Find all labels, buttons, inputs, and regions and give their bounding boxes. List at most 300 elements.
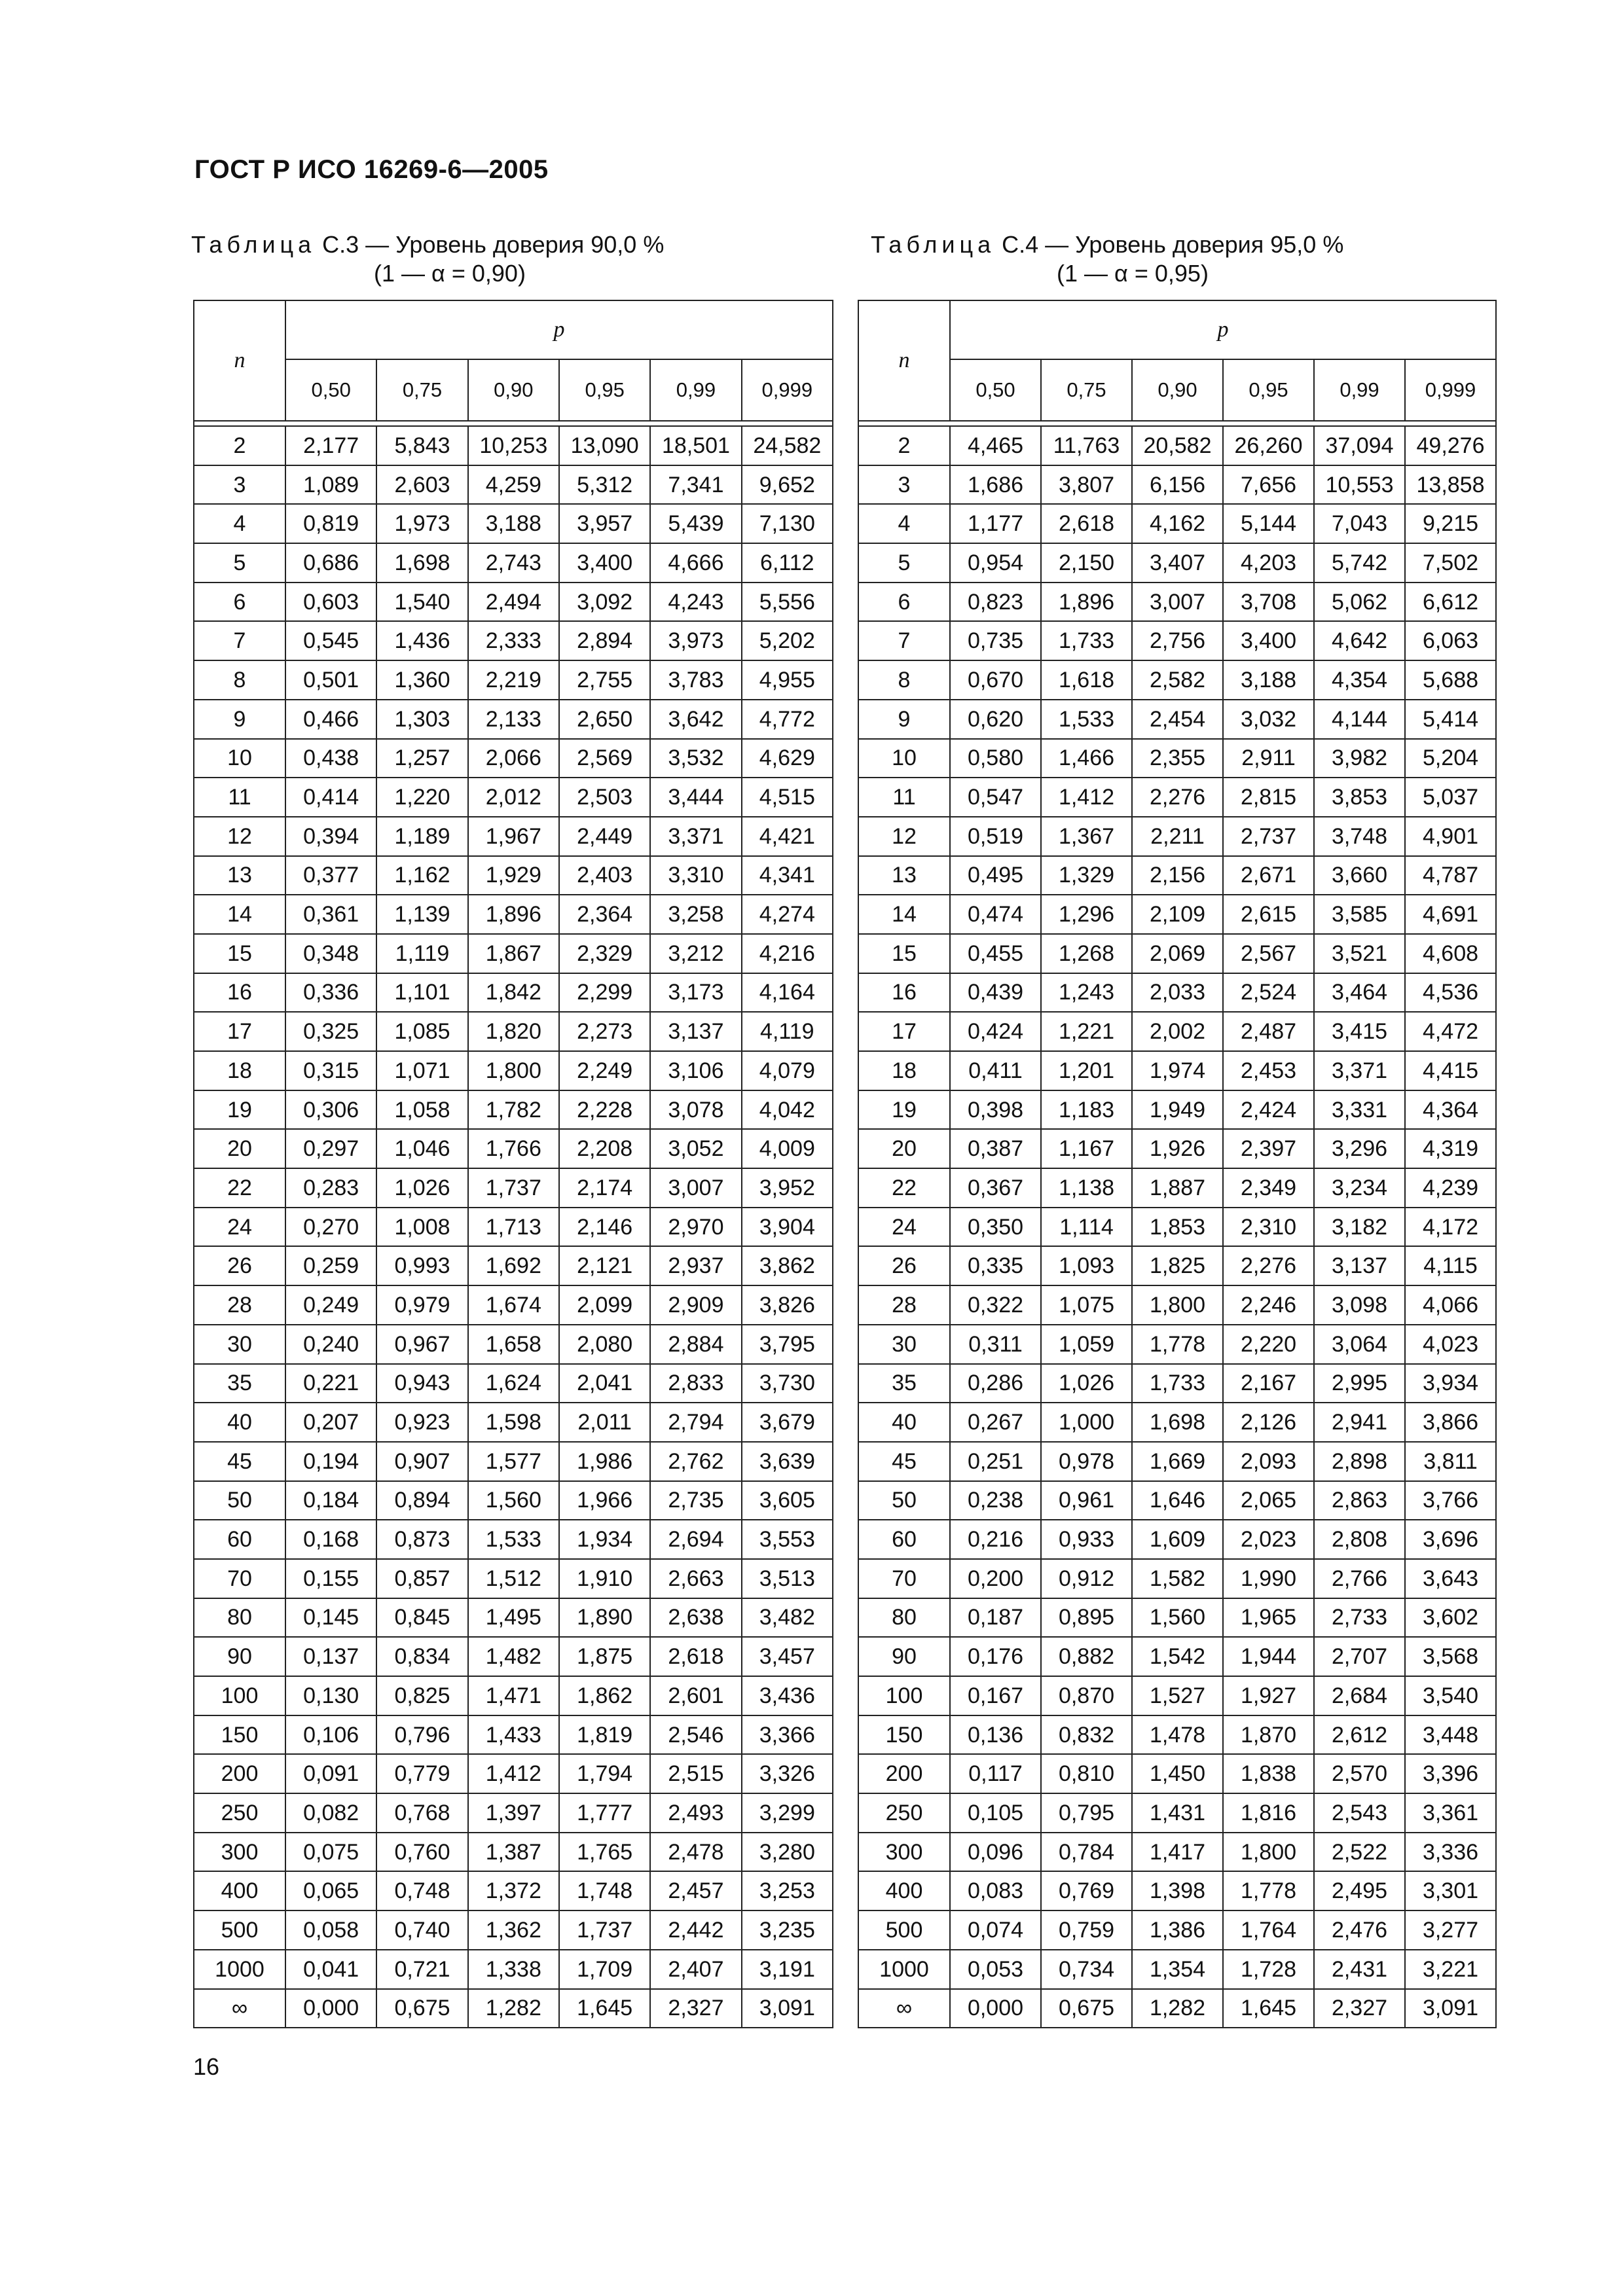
value-cell: 49,276 — [1405, 426, 1496, 465]
value-cell: 1,367 — [1041, 817, 1132, 856]
value-cell: 2,898 — [1314, 1442, 1405, 1481]
value-cell: 1,540 — [376, 583, 467, 622]
value-cell: 0,000 — [285, 1989, 376, 2028]
value-cell: 1,560 — [468, 1481, 559, 1520]
n-cell: 2 — [858, 426, 950, 465]
value-cell: 3,106 — [650, 1051, 741, 1090]
value-cell: 3,064 — [1314, 1325, 1405, 1364]
table-row — [858, 1715, 1496, 1755]
table-row — [194, 660, 833, 700]
value-cell: 2,603 — [376, 465, 467, 505]
value-cell: 0,106 — [285, 1715, 376, 1755]
value-cell: 5,439 — [650, 504, 741, 543]
n-cell: 14 — [194, 895, 285, 934]
n-cell: 35 — [858, 1364, 950, 1403]
value-cell: 0,105 — [950, 1793, 1041, 1833]
value-cell: 10,253 — [468, 426, 559, 465]
value-cell: 3,568 — [1405, 1637, 1496, 1676]
value-cell: 2,995 — [1314, 1364, 1405, 1403]
value-cell: 2,080 — [559, 1325, 650, 1364]
value-cell: 1,582 — [1132, 1559, 1223, 1598]
value-cell: 3,853 — [1314, 778, 1405, 817]
n-cell: 50 — [858, 1481, 950, 1520]
value-cell: 2,684 — [1314, 1676, 1405, 1715]
value-cell: 1,058 — [376, 1090, 467, 1130]
table-row — [858, 973, 1496, 1013]
value-cell: 4,066 — [1405, 1285, 1496, 1325]
value-cell: 0,000 — [950, 1989, 1041, 2028]
value-cell: 1,842 — [468, 973, 559, 1013]
value-cell: 1,189 — [376, 817, 467, 856]
n-cell: 50 — [194, 1481, 285, 1520]
value-cell: 3,188 — [1223, 660, 1314, 700]
value-cell: 1,512 — [468, 1559, 559, 1598]
value-cell: 2,364 — [559, 895, 650, 934]
value-cell: 1,412 — [1041, 778, 1132, 817]
n-cell: 40 — [858, 1403, 950, 1442]
value-cell: 2,449 — [559, 817, 650, 856]
value-cell: 0,075 — [285, 1833, 376, 1872]
table-row — [858, 660, 1496, 700]
value-cell: 7,130 — [742, 504, 833, 543]
n-cell: 3 — [858, 465, 950, 505]
table-row — [858, 1598, 1496, 1638]
value-cell: 0,857 — [376, 1559, 467, 1598]
value-cell: 1,973 — [376, 504, 467, 543]
value-cell: 3,783 — [650, 660, 741, 700]
value-cell: 2,002 — [1132, 1012, 1223, 1051]
n-cell: 20 — [194, 1129, 285, 1168]
value-cell: 2,069 — [1132, 934, 1223, 973]
value-cell: 4,115 — [1405, 1246, 1496, 1285]
value-cell: 2,487 — [1223, 1012, 1314, 1051]
value-cell: 3,212 — [650, 934, 741, 973]
value-cell: 3,331 — [1314, 1090, 1405, 1130]
value-cell: 3,191 — [742, 1950, 833, 1989]
value-cell: 4,274 — [742, 895, 833, 934]
value-cell: 3,280 — [742, 1833, 833, 1872]
p-value-header: 0,50 — [950, 359, 1041, 421]
n-cell: 24 — [194, 1208, 285, 1247]
value-cell: 4,515 — [742, 778, 833, 817]
n-cell: 13 — [194, 856, 285, 895]
table-row — [858, 739, 1496, 778]
value-cell: 3,795 — [742, 1325, 833, 1364]
value-cell: 1,737 — [468, 1168, 559, 1208]
value-cell: 0,943 — [376, 1364, 467, 1403]
value-cell: 0,894 — [376, 1481, 467, 1520]
value-cell: 1,257 — [376, 739, 467, 778]
value-cell: 4,144 — [1314, 700, 1405, 739]
value-cell: 3,336 — [1405, 1833, 1496, 1872]
n-cell: 28 — [194, 1285, 285, 1325]
value-cell: 1,046 — [376, 1129, 467, 1168]
value-cell: 1,560 — [1132, 1598, 1223, 1638]
n-cell: 60 — [194, 1520, 285, 1559]
value-cell: 2,066 — [468, 739, 559, 778]
table-c4 — [858, 300, 1497, 2028]
caption-word: Таблица — [871, 231, 996, 258]
value-cell: 0,387 — [950, 1129, 1041, 1168]
value-cell: 1,577 — [468, 1442, 559, 1481]
value-cell: 2,884 — [650, 1325, 741, 1364]
value-cell: 1,338 — [468, 1950, 559, 1989]
value-cell: 2,494 — [468, 583, 559, 622]
value-cell: 3,253 — [742, 1871, 833, 1910]
value-cell: 2,174 — [559, 1168, 650, 1208]
value-cell: 0,367 — [950, 1168, 1041, 1208]
table-row — [858, 504, 1496, 543]
table-row — [858, 1989, 1496, 2028]
value-cell: 1,362 — [468, 1910, 559, 1950]
value-cell: 4,023 — [1405, 1325, 1496, 1364]
value-cell: 3,826 — [742, 1285, 833, 1325]
value-cell: 3,532 — [650, 739, 741, 778]
value-cell: 0,137 — [285, 1637, 376, 1676]
value-cell: 1,800 — [468, 1051, 559, 1090]
n-cell: 90 — [858, 1637, 950, 1676]
value-cell: 1,800 — [1223, 1833, 1314, 1872]
value-cell: 0,438 — [285, 739, 376, 778]
value-cell: 0,187 — [950, 1598, 1041, 1638]
n-cell: 35 — [194, 1364, 285, 1403]
value-cell: 1,645 — [559, 1989, 650, 2028]
value-cell: 2,327 — [650, 1989, 741, 2028]
table-row — [858, 856, 1496, 895]
caption-confidence: (1 — α = 0,95) — [1057, 260, 1209, 287]
table-row — [194, 1715, 833, 1755]
value-cell: 2,756 — [1132, 621, 1223, 660]
value-cell: 2,743 — [468, 543, 559, 583]
table-row — [194, 426, 833, 465]
value-cell: 1,533 — [468, 1520, 559, 1559]
value-cell: 4,216 — [742, 934, 833, 973]
caption-word: Таблица — [191, 231, 316, 258]
value-cell: 20,582 — [1132, 426, 1223, 465]
value-cell: 5,742 — [1314, 543, 1405, 583]
n-cell: 17 — [858, 1012, 950, 1051]
value-cell: 3,098 — [1314, 1285, 1405, 1325]
n-cell: 1000 — [194, 1950, 285, 1989]
value-cell: 0,136 — [950, 1715, 1041, 1755]
value-cell: 0,315 — [285, 1051, 376, 1090]
value-cell: 1,296 — [1041, 895, 1132, 934]
value-cell: 2,476 — [1314, 1910, 1405, 1950]
value-cell: 0,825 — [376, 1676, 467, 1715]
value-cell: 2,276 — [1132, 778, 1223, 817]
value-cell: 1,450 — [1132, 1754, 1223, 1793]
value-cell: 3,957 — [559, 504, 650, 543]
value-cell: 2,694 — [650, 1520, 741, 1559]
value-cell: 2,333 — [468, 621, 559, 660]
value-cell: 6,063 — [1405, 621, 1496, 660]
value-cell: 9,652 — [742, 465, 833, 505]
value-cell: 2,065 — [1223, 1481, 1314, 1520]
value-cell: 3,602 — [1405, 1598, 1496, 1638]
value-cell: 3,436 — [742, 1676, 833, 1715]
n-cell: ∞ — [194, 1989, 285, 2028]
value-cell: 2,407 — [650, 1950, 741, 1989]
value-cell: 2,299 — [559, 973, 650, 1013]
table-row — [858, 1168, 1496, 1208]
table-row — [858, 1559, 1496, 1598]
p-value-header: 0,999 — [1405, 359, 1496, 421]
value-cell: 3,137 — [650, 1012, 741, 1051]
value-cell: 1,183 — [1041, 1090, 1132, 1130]
value-cell: 3,679 — [742, 1403, 833, 1442]
value-cell: 1,820 — [468, 1012, 559, 1051]
value-cell: 0,675 — [1041, 1989, 1132, 2028]
table-row — [194, 1208, 833, 1247]
value-cell: 2,349 — [1223, 1168, 1314, 1208]
table-row — [194, 1559, 833, 1598]
value-cell: 3,482 — [742, 1598, 833, 1638]
value-cell: 2,543 — [1314, 1793, 1405, 1833]
value-cell: 0,259 — [285, 1246, 376, 1285]
table-c3 — [193, 300, 833, 2028]
n-cell: 22 — [858, 1168, 950, 1208]
value-cell: 2,273 — [559, 1012, 650, 1051]
value-cell: 1,075 — [1041, 1285, 1132, 1325]
n-cell: 250 — [858, 1793, 950, 1833]
value-cell: 1,728 — [1223, 1950, 1314, 1989]
n-cell: 10 — [858, 739, 950, 778]
table-row — [858, 426, 1496, 465]
value-cell: 1,026 — [376, 1168, 467, 1208]
value-cell: 1,329 — [1041, 856, 1132, 895]
value-cell: 0,221 — [285, 1364, 376, 1403]
value-cell: 1,609 — [1132, 1520, 1223, 1559]
value-cell: 2,442 — [650, 1910, 741, 1950]
table-c4-caption — [871, 230, 1395, 288]
value-cell: 3,866 — [1405, 1403, 1496, 1442]
value-cell: 0,267 — [950, 1403, 1041, 1442]
value-cell: 2,612 — [1314, 1715, 1405, 1755]
value-cell: 0,096 — [950, 1833, 1041, 1872]
value-cell: 2,733 — [1314, 1598, 1405, 1638]
value-cell: 3,521 — [1314, 934, 1405, 973]
value-cell: 2,403 — [559, 856, 650, 895]
value-cell: 3,807 — [1041, 465, 1132, 505]
column-header-p: p — [285, 300, 833, 359]
value-cell: 3,078 — [650, 1090, 741, 1130]
value-cell: 1,887 — [1132, 1168, 1223, 1208]
n-cell: 17 — [194, 1012, 285, 1051]
value-cell: 1,764 — [1223, 1910, 1314, 1950]
value-cell: 2,663 — [650, 1559, 741, 1598]
value-cell: 0,311 — [950, 1325, 1041, 1364]
value-cell: 2,582 — [1132, 660, 1223, 700]
n-cell: 70 — [858, 1559, 950, 1598]
value-cell: 2,503 — [559, 778, 650, 817]
value-cell: 1,101 — [376, 973, 467, 1013]
value-cell: 3,553 — [742, 1520, 833, 1559]
value-cell: 7,341 — [650, 465, 741, 505]
value-cell: 2,546 — [650, 1715, 741, 1755]
n-cell: 18 — [858, 1051, 950, 1090]
value-cell: 1,713 — [468, 1208, 559, 1247]
value-cell: 2,569 — [559, 739, 650, 778]
n-cell: 26 — [858, 1246, 950, 1285]
n-cell: 16 — [858, 973, 950, 1013]
value-cell: 1,819 — [559, 1715, 650, 1755]
value-cell: 0,882 — [1041, 1637, 1132, 1676]
value-cell: 1,177 — [950, 504, 1041, 543]
value-cell: 9,215 — [1405, 504, 1496, 543]
value-cell: 2,397 — [1223, 1129, 1314, 1168]
value-cell: 3,092 — [559, 583, 650, 622]
value-cell: 4,119 — [742, 1012, 833, 1051]
value-cell: 0,495 — [950, 856, 1041, 895]
value-cell: 0,912 — [1041, 1559, 1132, 1598]
value-cell: 3,642 — [650, 700, 741, 739]
value-cell: 1,085 — [376, 1012, 467, 1051]
value-cell: 1,495 — [468, 1598, 559, 1638]
value-cell: 2,109 — [1132, 895, 1223, 934]
table-row — [194, 1168, 833, 1208]
value-cell: 0,834 — [376, 1637, 467, 1676]
value-cell: 3,457 — [742, 1637, 833, 1676]
value-cell: 1,008 — [376, 1208, 467, 1247]
value-cell: 0,474 — [950, 895, 1041, 934]
p-value-header: 0,99 — [650, 359, 741, 421]
value-cell: 0,082 — [285, 1793, 376, 1833]
table-row — [194, 1637, 833, 1676]
n-cell: 1000 — [858, 1950, 950, 1989]
p-value-header: 0,95 — [1223, 359, 1314, 421]
n-cell: 7 — [858, 621, 950, 660]
table-row — [858, 1090, 1496, 1130]
n-cell: 13 — [858, 856, 950, 895]
value-cell: 1,990 — [1223, 1559, 1314, 1598]
table-row — [194, 1754, 833, 1793]
value-cell: 0,176 — [950, 1637, 1041, 1676]
value-cell: 1,825 — [1132, 1246, 1223, 1285]
value-cell: 1,167 — [1041, 1129, 1132, 1168]
value-cell: 1,986 — [559, 1442, 650, 1481]
value-cell: 0,058 — [285, 1910, 376, 1950]
value-cell: 1,737 — [559, 1910, 650, 1950]
table-row — [858, 583, 1496, 622]
page-number: 16 — [193, 2053, 220, 2080]
table-row — [194, 543, 833, 583]
value-cell: 3,708 — [1223, 583, 1314, 622]
value-cell: 4,354 — [1314, 660, 1405, 700]
table-row — [194, 1090, 833, 1130]
table-row — [194, 621, 833, 660]
value-cell: 3,639 — [742, 1442, 833, 1481]
value-cell: 6,112 — [742, 543, 833, 583]
value-cell: 0,993 — [376, 1246, 467, 1285]
n-cell: 5 — [858, 543, 950, 583]
caption-text: С.3 — Уровень доверия 90,0 % — [316, 231, 665, 258]
table-row — [858, 1208, 1496, 1247]
value-cell: 1,896 — [1041, 583, 1132, 622]
value-cell: 1,748 — [559, 1871, 650, 1910]
n-cell: 22 — [194, 1168, 285, 1208]
value-cell: 2,909 — [650, 1285, 741, 1325]
p-value-header: 0,75 — [376, 359, 467, 421]
value-cell: 5,202 — [742, 621, 833, 660]
value-cell: 6,156 — [1132, 465, 1223, 505]
n-cell: 2 — [194, 426, 285, 465]
value-cell: 0,216 — [950, 1520, 1041, 1559]
table-row — [194, 1793, 833, 1833]
table-row — [194, 1520, 833, 1559]
value-cell: 4,364 — [1405, 1090, 1496, 1130]
table-row — [194, 1950, 833, 1989]
table-row — [858, 621, 1496, 660]
value-cell: 3,091 — [742, 1989, 833, 2028]
value-cell: 2,567 — [1223, 934, 1314, 973]
value-cell: 0,779 — [376, 1754, 467, 1793]
value-cell: 2,150 — [1041, 543, 1132, 583]
value-cell: 10,553 — [1314, 465, 1405, 505]
value-cell: 0,603 — [285, 583, 376, 622]
value-cell: 2,457 — [650, 1871, 741, 1910]
value-cell: 1,431 — [1132, 1793, 1223, 1833]
n-cell: 90 — [194, 1637, 285, 1676]
n-cell: 6 — [858, 583, 950, 622]
value-cell: 1,138 — [1041, 1168, 1132, 1208]
value-cell: 0,411 — [950, 1051, 1041, 1090]
n-cell: 70 — [194, 1559, 285, 1598]
value-cell: 0,155 — [285, 1559, 376, 1598]
table-row — [194, 1012, 833, 1051]
value-cell: 1,201 — [1041, 1051, 1132, 1090]
value-cell: 1,221 — [1041, 1012, 1132, 1051]
n-cell: 20 — [858, 1129, 950, 1168]
value-cell: 3,540 — [1405, 1676, 1496, 1715]
n-cell: 26 — [194, 1246, 285, 1285]
table-row — [194, 1403, 833, 1442]
value-cell: 2,041 — [559, 1364, 650, 1403]
value-cell: 2,524 — [1223, 973, 1314, 1013]
value-cell: 3,371 — [650, 817, 741, 856]
table-row — [858, 1442, 1496, 1481]
value-cell: 0,832 — [1041, 1715, 1132, 1755]
value-cell: 5,414 — [1405, 700, 1496, 739]
caption-text: С.4 — Уровень доверия 95,0 % — [995, 231, 1344, 258]
value-cell: 1,733 — [1132, 1364, 1223, 1403]
value-cell: 3,934 — [1405, 1364, 1496, 1403]
value-cell: 1,870 — [1223, 1715, 1314, 1755]
table-row — [858, 1364, 1496, 1403]
value-cell: 1,598 — [468, 1403, 559, 1442]
value-cell: 0,283 — [285, 1168, 376, 1208]
column-header-n: n — [194, 300, 285, 421]
value-cell: 5,062 — [1314, 583, 1405, 622]
table-row — [194, 1364, 833, 1403]
value-cell: 1,417 — [1132, 1833, 1223, 1872]
value-cell: 0,348 — [285, 934, 376, 973]
value-cell: 2,276 — [1223, 1246, 1314, 1285]
value-cell: 3,660 — [1314, 856, 1405, 895]
value-cell: 3,277 — [1405, 1910, 1496, 1950]
value-cell: 0,967 — [376, 1325, 467, 1364]
n-cell: 40 — [194, 1403, 285, 1442]
value-cell: 3,973 — [650, 621, 741, 660]
table-row — [858, 1910, 1496, 1950]
value-cell: 3,361 — [1405, 1793, 1496, 1833]
n-cell: 4 — [858, 504, 950, 543]
table-row — [194, 1442, 833, 1481]
value-cell: 4,341 — [742, 856, 833, 895]
value-cell: 0,117 — [950, 1754, 1041, 1793]
n-cell: 150 — [858, 1715, 950, 1755]
value-cell: 0,065 — [285, 1871, 376, 1910]
value-cell: 4,079 — [742, 1051, 833, 1090]
